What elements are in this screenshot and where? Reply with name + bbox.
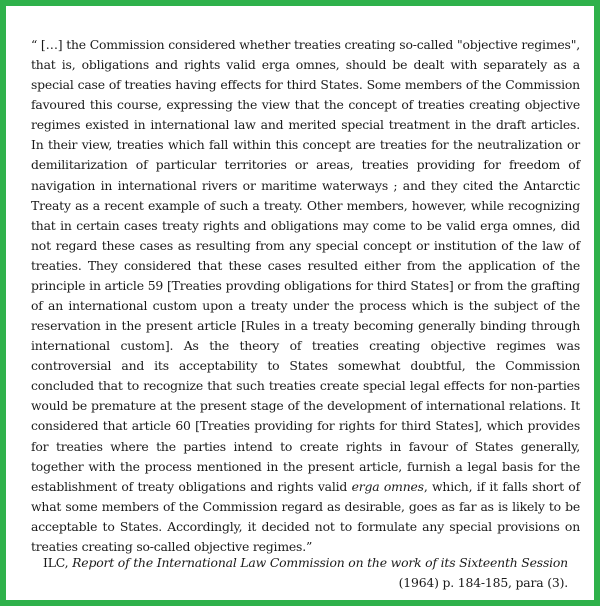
quote-close-mark: ” <box>306 538 313 554</box>
quote-italic-phrase: erga omnes <box>351 478 424 494</box>
citation <box>8 553 568 592</box>
quote-body-start: […] the Commission considered whether treaties creating so-called "objective regimes", that is, obligations and rights valid erga omnes, should be dealt with separately as a special case of treaties having effects for third States. Some members of the Commission favoured this course, expressing the view that the concept of treaties creating objective regimes existed in international law and merited special treatment in the draft articles. In their view, treaties which fall within this concept are treaties for the neutralization or demilitarization of particular territories or areas, treaties providing for freedom of navigation in international rivers or maritime waterways ; and they cited the Antarctic Treaty as a recent example of such a treaty. Other members, however, while recognizing that in certain cases treaty rights and obligations may come to be valid erga omnes, did not regard these cases as resulting from any special concept or institution of the law of treaties. They considered that these cases resulted either from the application of the principle in article 59 [Treaties provding obligations for third States] or from the grafting of an international custom upon a treaty under the process which is the subject of the reservation in the present article [Rules in a treaty becoming generally binding through international custom]. As the theory of treaties creating objective regimes was controversial and its acceptability to States somewhat doubtful, the Commission concluded that to recognize that such treaties create special legal effects for non-parties would be premature at the present stage of the development of international relations. It considered that article 60 [Treaties providing for rights for third States], which provides for treaties where the parties intend to create rights in favour of States generally, together with the process mentioned in the present article, furnish a legal basis for the establishment of treaty obligations and rights valid <box>31 37 580 494</box>
quote-open-mark: “ <box>31 37 38 52</box>
quote-text <box>31 35 580 557</box>
citation-title: Report of the International Law Commission on the work of its Sixteenth Session <box>72 555 568 570</box>
citation-details: (1964) p. 184-185, para (3). <box>398 574 568 590</box>
citation-author: ILC, <box>43 555 73 570</box>
quote-body-end: , which, if it falls short of what some members of the Commission regard as desirable, goes as far as is likely to be acceptable to States. Accordingly, it decided not to formulate any special provisions on treaties creating so-called objective regimes. <box>31 478 580 554</box>
